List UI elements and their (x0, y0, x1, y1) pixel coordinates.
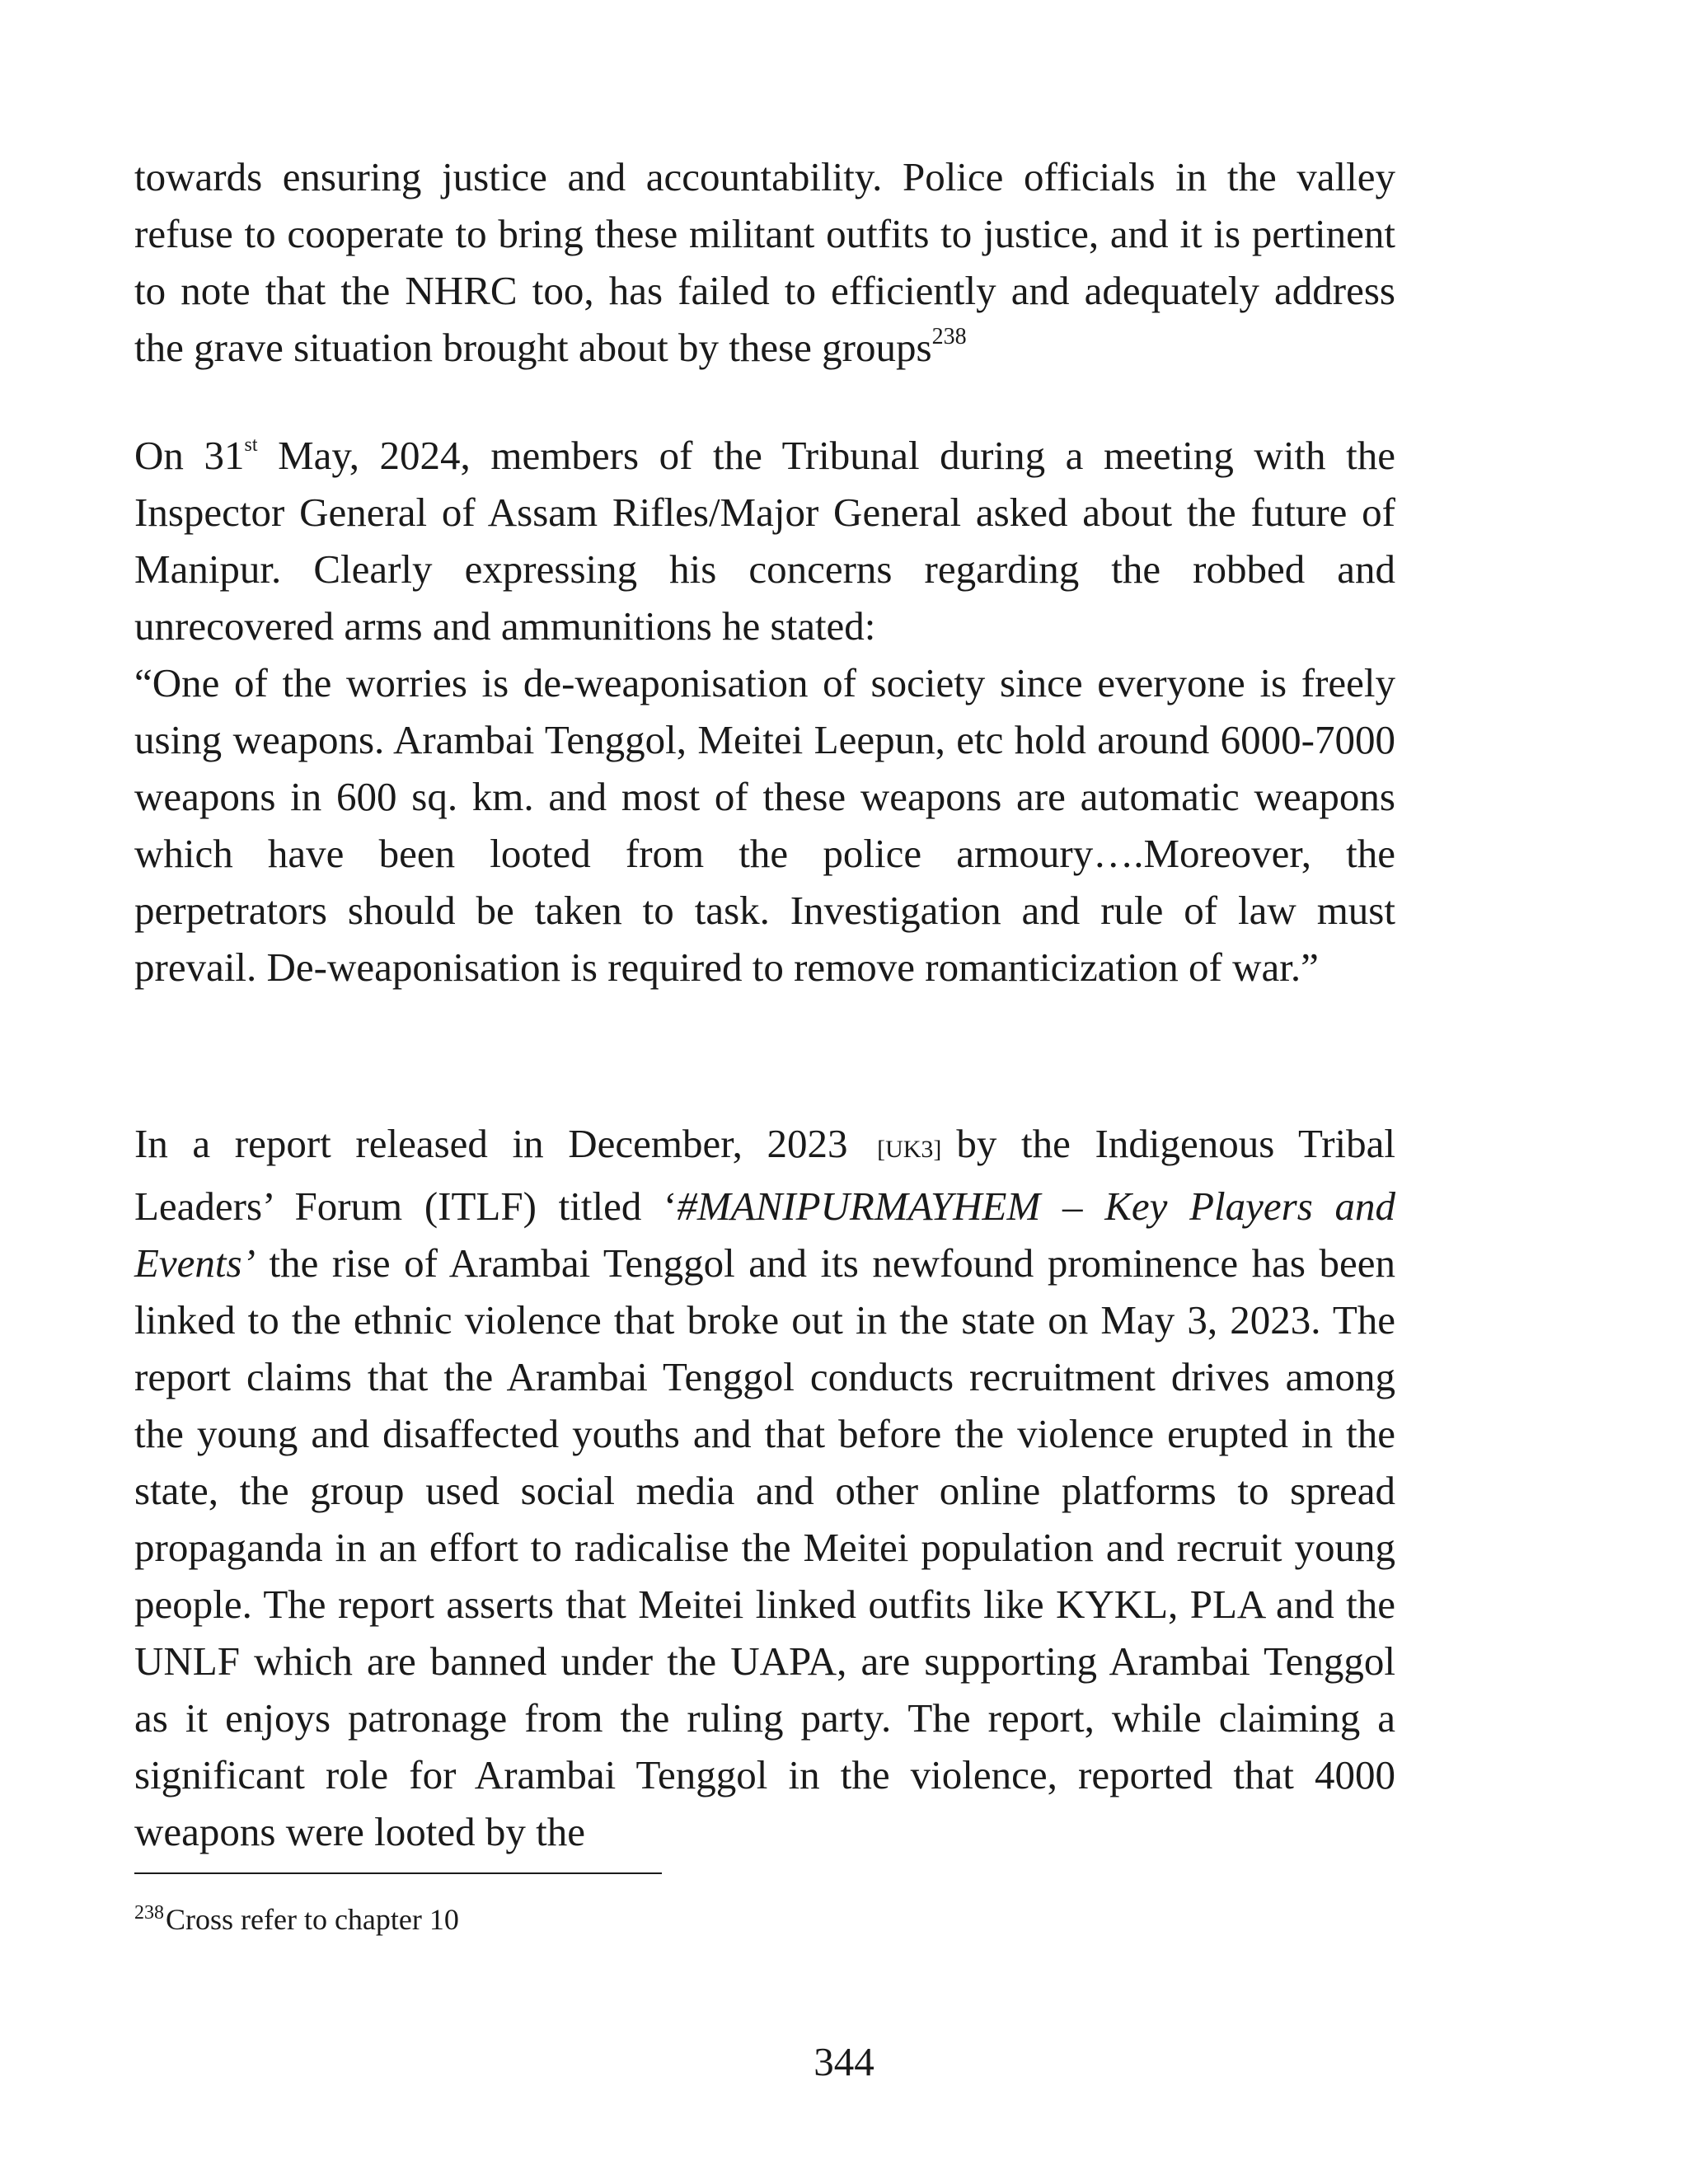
quote-text: “One of the worries is de-weaponisation of society since everyone is freely using weapons. Arambai Tenggol, Meitei Leepun, etc hold around 6000-7000 weapons in 600 sq. km. and most of these weapons are automatic weapons which have been looted from the police armoury….Moreover, the perpetrators should be taken to task. Investigation and rule of law must prevail. De-weaponisation is required to remove romanticization of war.” (134, 660, 1395, 990)
paragraph-body: towards ensuring justice and accountability. Police officials in the valley refuse to cooperate to bring these militant outfits to justice, and it is pertinent to note that the NHRC too, has failed to efficiently and adequately address the grave situation brought about by these groups (134, 154, 1395, 370)
comment-marker[interactable]: [UK3] (877, 1136, 942, 1163)
footnote-text: Cross refer to chapter 10 (166, 1903, 459, 1936)
footnote-number: 238 (134, 1902, 164, 1924)
paragraph-text (134, 1115, 1395, 1860)
paragraph-accountability (134, 148, 1395, 376)
paragraph-body: by the Indigenous Tribal Leaders’ Forum (ITLF) titled ‘ (134, 1121, 1396, 1229)
paragraph-body: May, 2024, members of the Tribunal during a meeting with the Inspector General of Assam Rifles/Major General asked about the future of Manipur. Clearly expressing his concerns regarding the robbed and unrecovered arms and ammunitions he stated: (134, 433, 1395, 649)
report-title: #MANIPURMAYHEM – Key Players and Events’ (134, 1183, 1395, 1286)
ordinal-suffix: st (244, 434, 258, 456)
paragraph-body: the rise of Arambai Tenggol and its newfound prominence has been linked to the ethnic violence that broke out in the state on May 3, 2023. The report claims that the Arambai Tenggol conducts recruitment drives among the young and disaffected youths and that before the violence erupted in the state, the group used social media and other online platforms to spread propaganda in an effort to radicalise the Meitei population and recruit young people. The report asserts that Meitei linked outfits like KYKL, PLA and the UNLF which are banned under the UAPA, are supporting Arambai Tenggol as it enjoys patronage from the ruling party. The report, while claiming a significant role for Arambai Tenggol in the violence, reported that 4000 weapons were looted by the (134, 1240, 1395, 1854)
footnote (134, 1900, 459, 1943)
paragraph-tribunal-meeting (134, 427, 1395, 996)
paragraph-text (134, 148, 1395, 376)
footnote-reference[interactable]: 238 (931, 323, 967, 349)
paragraph-text (134, 427, 1395, 654)
block-quote (134, 654, 1395, 996)
page-number: 344 (814, 2039, 874, 2084)
paragraph-lead: In a report released in December, 2023 (134, 1121, 848, 1166)
paragraph-itlf-report (134, 1115, 1395, 1860)
footnote-divider (134, 1872, 662, 1874)
paragraph-lead: On 31 (134, 433, 245, 478)
